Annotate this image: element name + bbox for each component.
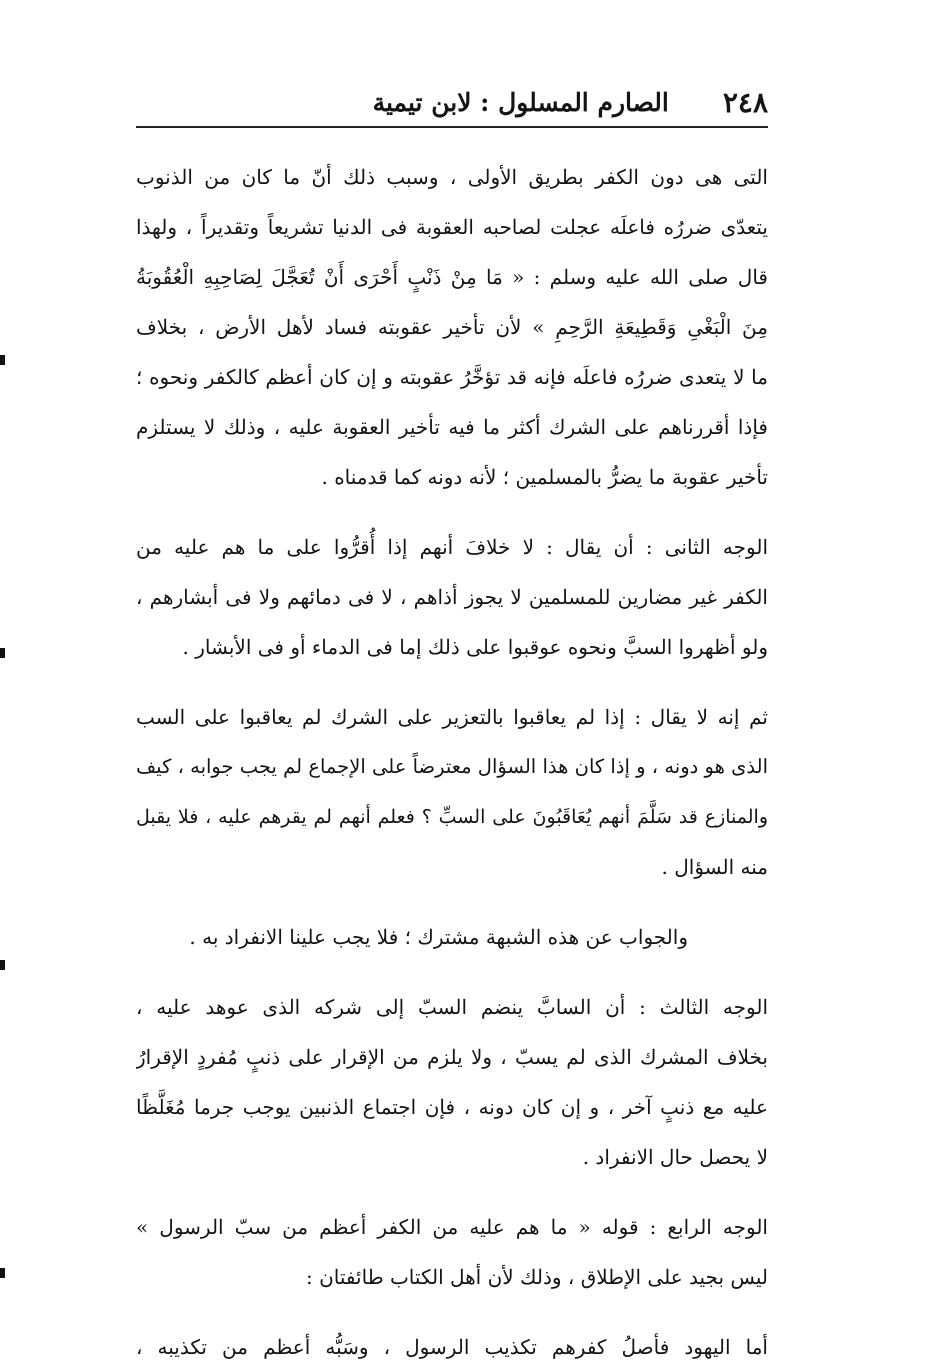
text-line: الوجه الثالث : أن السابَّ ينضم السبّ إلى شركه الذى عوهد عليه ، bbox=[136, 995, 768, 1019]
scan-margin-mark bbox=[0, 355, 5, 365]
text-line: ما لا يتعدى ضررُه فاعلَه فإنه قد تؤخَّرُ عقوبته و إن كان أعظم كالكفر ونحوه ؛ bbox=[136, 365, 768, 389]
running-title: الصارم المسلول : لابن تيمية bbox=[372, 87, 669, 117]
text-line: الذى هو دونه ، و إذا كان هذا السؤال معترضاً على الإجماع لم يجب جوابه ، كيف bbox=[136, 755, 768, 778]
scan-margin-mark bbox=[0, 648, 5, 658]
paragraph bbox=[136, 152, 768, 502]
text-line: الوجه الثانى : أن يقال : لا خلافَ أنهم إذا أُقرُّوا على ما هم عليه من bbox=[136, 535, 768, 559]
text-line: التى هى دون الكفر بطريق الأولى ، وسبب ذلك أنّ ما كان من الذنوب bbox=[136, 165, 768, 189]
paragraph bbox=[136, 1322, 768, 1372]
scan-margin-mark bbox=[0, 1268, 5, 1278]
text-line: لا يحصل حال الانفراد . bbox=[582, 1145, 768, 1169]
page-number: ٢٤٨ bbox=[722, 85, 768, 119]
text-line: بخلاف المشرك الذى لم يسبّ ، ولا يلزم من الإقرار على ذنبٍ مُفردٍ الإقرارُ bbox=[136, 1045, 768, 1069]
text-line: الوجه الرابع : قوله « ما هم عليه من الكفر أعظم من سبّ الرسول » bbox=[136, 1215, 768, 1239]
text-line: ليس بجيد على الإطلاق ، وذلك لأن أهل الكتاب طائفتان : bbox=[306, 1265, 768, 1289]
paragraph bbox=[136, 522, 768, 672]
text-line: قال صلى الله عليه وسلم : « مَا مِنْ ذَنْبٍ أَحْرَى أَنْ تُعَجَّلَ لِصَاحِبِهِ الْعُقُوبَةُ bbox=[136, 265, 768, 289]
text-line: ولو أظهروا السبَّ ونحوه عوقبوا على ذلك إما فى الدماء أو فى الأبشار . bbox=[182, 635, 768, 659]
text-line: مِنَ الْبَغْىِ وَقَطِيعَةِ الرَّحِمِ » لأن تأخير عقوبته فساد لأهل الأرض ، بخلاف bbox=[136, 315, 768, 339]
text-line: تأخير عقوبة ما يضرُّ بالمسلمين ؛ لأنه دونه كما قدمناه . bbox=[321, 465, 768, 489]
page-header bbox=[136, 80, 768, 124]
text-line: والجواب عن هذه الشبهة مشترك ؛ فلا يجب علينا الانفراد به . bbox=[189, 925, 688, 949]
text-line: منه السؤال . bbox=[661, 855, 768, 879]
scan-margin-mark bbox=[0, 960, 5, 970]
header-rule bbox=[136, 126, 768, 128]
text-line: الكفر غير مضارين للمسلمين لا يجوز أذاهم ، لا فى دمائهم ولا فى أبشارهم ، bbox=[136, 585, 768, 609]
paragraph bbox=[136, 1202, 768, 1302]
paragraph bbox=[136, 692, 768, 892]
paragraph bbox=[136, 912, 768, 962]
text-line: فإذا أقررناهم على الشرك أكثر ما فيه تأخير العقوبة عليه ، وذلك لا يستلزم bbox=[136, 415, 768, 439]
text-line: والمنازع قد سَلَّمَ أنهم يُعَاقَبُونَ على السبِّ ؟ فعلم أنهم لم يقرهم عليه ، فلا يقبل bbox=[136, 806, 768, 828]
body-text bbox=[136, 152, 768, 1372]
text-line: أما اليهود فأصلُ كفرهم تكذيب الرسول ، وسَبُّه أعظم من تكذيبه ، bbox=[136, 1335, 768, 1359]
paragraph bbox=[136, 982, 768, 1182]
text-line: يتعدّى ضررُه فاعلَه عجلت لصاحبه العقوبة فى الدنيا تشريعاً وتقديراً ، ولهذا bbox=[136, 215, 768, 239]
text-line: عليه مع ذنبٍ آخر ، و إن كان دونه ، فإن اجتماع الذنبين يوجب جرما مُغَلَّظًا bbox=[136, 1095, 768, 1119]
text-line: ثم إنه لا يقال : إذا لم يعاقبوا بالتعزير على الشرك لم يعاقبوا على السب bbox=[136, 705, 768, 729]
